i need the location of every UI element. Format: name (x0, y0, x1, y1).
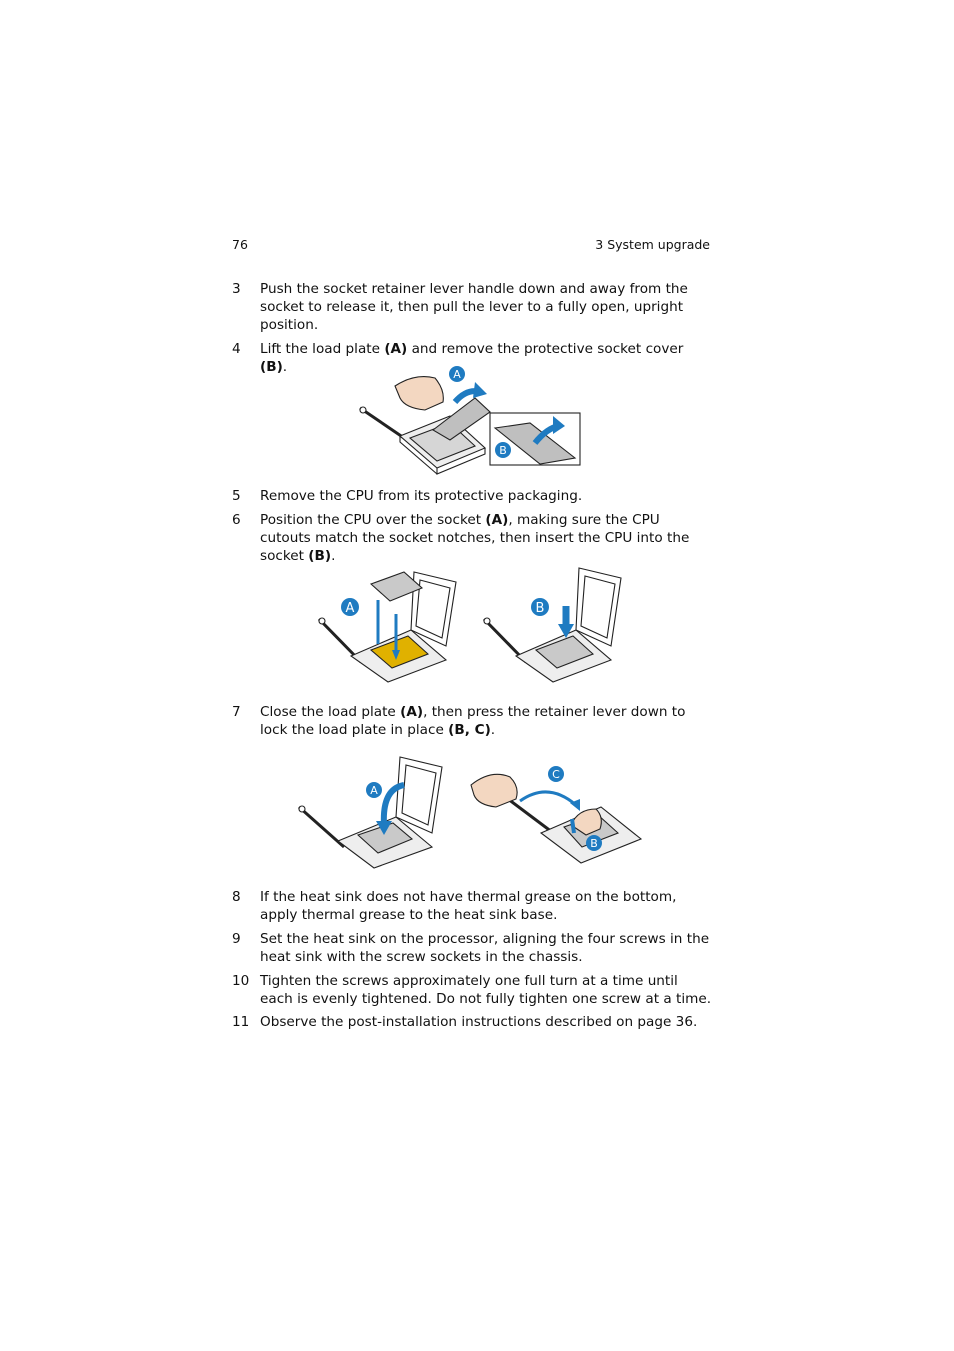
figure-insert-cpu (316, 564, 636, 684)
svg-text:B: B (499, 444, 507, 457)
step-number: 7 (232, 704, 241, 720)
callout-b (586, 835, 602, 851)
step-text: If the heat sink does not have thermal grease on the bottom, apply thermal grease to the heat sink base. (260, 889, 677, 923)
lever-arrow (520, 792, 576, 805)
step-number: 11 (232, 1014, 250, 1030)
step-text: Tighten the screws approximately one full turn at a time until each is evenly tightened. Do not fully tighten one screw at a time. (260, 973, 712, 1007)
figure-remove-socket-cover (355, 368, 585, 476)
svg-text:A: A (370, 784, 378, 797)
step-6 (232, 511, 712, 565)
step-number: 3 (232, 281, 241, 297)
callout-a (341, 598, 359, 616)
step-8 (232, 888, 712, 924)
step-number: 5 (232, 488, 241, 504)
step-text: Lift the load plate (A) and remove the protective socket cover (B). (260, 341, 684, 375)
svg-text:C: C (552, 768, 560, 781)
step-7 (232, 703, 712, 739)
step-10 (232, 972, 712, 1008)
svg-text:A: A (345, 601, 355, 616)
callout-a (449, 366, 465, 382)
callout-b (531, 598, 549, 616)
step-5 (232, 487, 712, 505)
step-11 (232, 1013, 712, 1031)
step-3 (232, 280, 712, 334)
step-text: Push the socket retainer lever handle down and away from the socket to release it, then pull the lever to a fully open, upright position. (260, 281, 688, 333)
svg-text:B: B (590, 837, 598, 850)
figure-close-load-plate (296, 755, 646, 870)
step-text: Close the load plate (A), then press the retainer lever down to lock the load plate in place (B, C). (260, 704, 686, 738)
chapter-title: 3 System upgrade (595, 237, 710, 252)
callout-a (366, 782, 382, 798)
callout-c (548, 766, 564, 782)
step-text: Set the heat sink on the processor, aligning the four screws in the heat sink with the screw sockets in the chassis. (260, 931, 710, 965)
page-number: 76 (232, 237, 248, 252)
svg-text:A: A (453, 368, 461, 381)
step-9 (232, 930, 712, 966)
step-number: 9 (232, 931, 241, 947)
step-number: 4 (232, 341, 241, 357)
step-number: 6 (232, 512, 241, 528)
svg-text:B: B (535, 601, 545, 616)
step-text: Position the CPU over the socket (A), making sure the CPU cutouts match the socket notches, then insert the CPU into the socket (B). (260, 512, 690, 564)
step-number: 8 (232, 889, 241, 905)
step-number: 10 (232, 973, 250, 989)
step-text: Observe the post-installation instructions described on page 36. (260, 1014, 698, 1030)
callout-b (495, 442, 511, 458)
step-text: Remove the CPU from its protective packaging. (260, 488, 583, 504)
